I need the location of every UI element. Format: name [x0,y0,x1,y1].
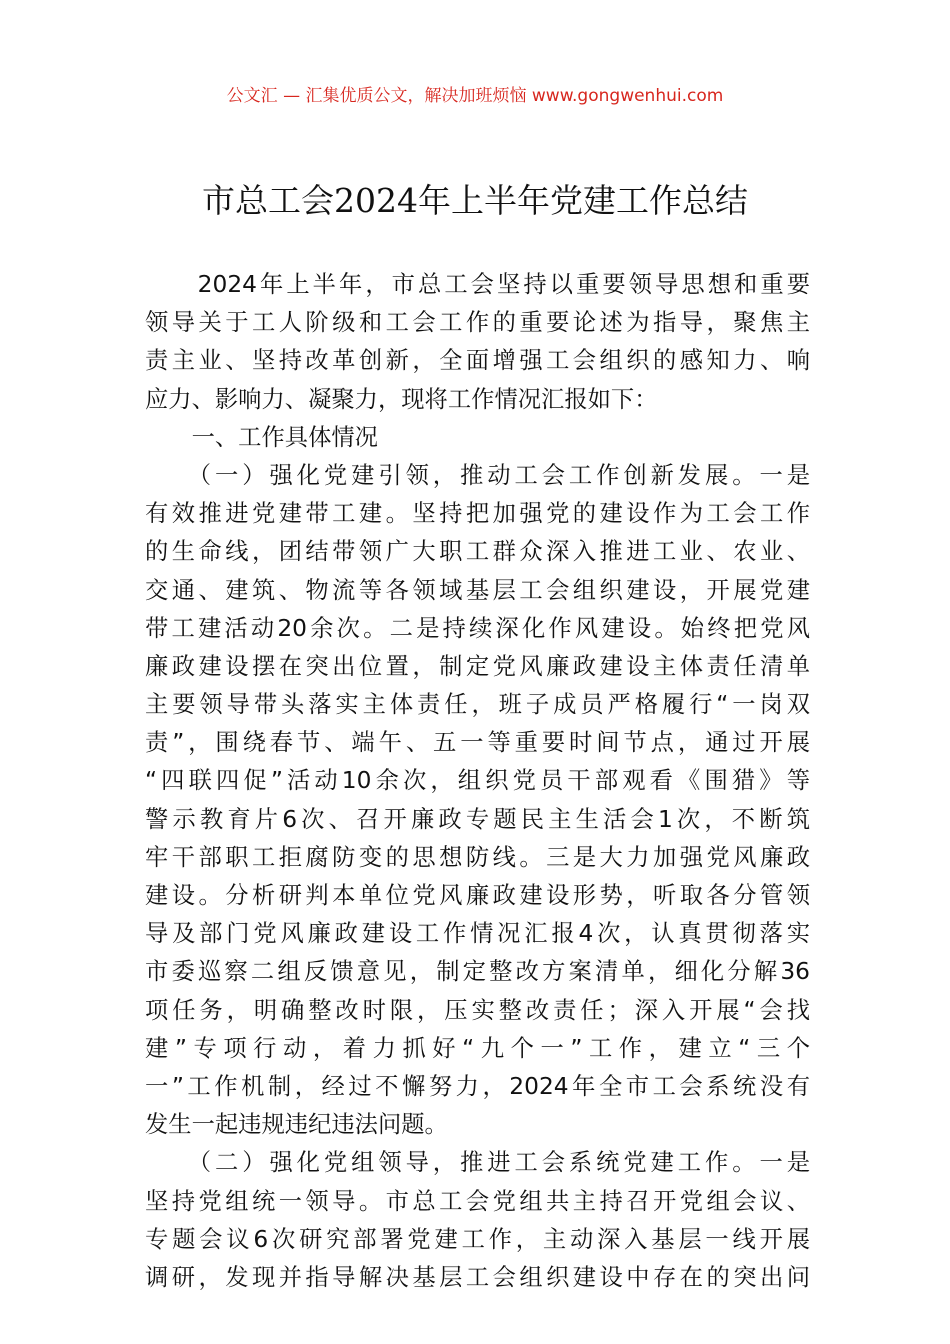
body-line: 带工建活动20余次。二是持续深化作风建设。始终把党风 [145,614,810,642]
body-line: 建”专项行动，着力抓好“九个一”工作，建立“三个 [145,1034,810,1062]
body-line: 责”，围绕春节、端午、五一等重要时间节点，通过开展 [145,729,810,757]
body-line: 廉政建设摆在突出位置，制定党风廉政建设主体责任清单 [145,652,810,680]
body-line: 警示教育片6次、召开廉政专题民主生活会1次，不断筑 [145,805,810,833]
body-line: 发生一起违规违纪违法问题。 [145,1111,448,1139]
body-line: 坚持党组统一领导。市总工会党组共主持召开党组会议、 [145,1187,810,1215]
body-line: （一）强化党建引领，推动工会工作创新发展。一是 [145,461,810,489]
document-body [145,266,810,1297]
body-line: 一”工作机制，经过不懈努力，2024年全市工会系统没有 [145,1072,810,1100]
body-line: 2024年上半年，市总工会坚持以重要领导思想和重要 [145,271,810,298]
body-line: 的生命线，团结带领广大职工群众深入推进工业、农业、 [145,538,810,566]
body-line: 领导关于工人阶级和工会工作的重要论述为指导，聚焦主 [145,309,810,337]
document-title: 市总工会2024年上半年党建工作总结 [202,181,748,220]
body-line: 项任务，明确整改时限，压实整改责任；深入开展“会找 [145,996,810,1024]
body-line: 调研，发现并指导解决基层工会组织建设中存在的突出问 [145,1263,810,1291]
body-line: 有效推进党建带工建。坚持把加强党的建设作为工会工作 [145,500,810,528]
body-line: （二）强化党组领导，推进工会系统党建工作。一是 [145,1149,810,1177]
body-line: 应力、影响力、凝聚力，现将工作情况汇报如下： [145,385,658,413]
body-line: 市委巡察二组反馈意见，制定整改方案清单，细化分解36 [145,958,810,986]
body-line: “四联四促”活动10余次，组织党员干部观看《围猎》等 [145,767,810,795]
body-line: 导及部门党风廉政建设工作情况汇报4次，认真贯彻落实 [145,920,810,948]
body-line: 主要领导带头落实主体责任，班子成员严格履行“一岗双 [145,691,810,719]
body-line: 牢干部职工拒腐防变的思想防线。三是大力加强党风廉政 [145,843,810,871]
header-banner: 公文汇 — 汇集优质公文，解决加班烦恼 www.gongwenhui.com [226,86,724,106]
body-line: 交通、建筑、物流等各领域基层工会组织建设，开展党建 [145,576,810,604]
body-line: 责主业、坚持改革创新，全面增强工会组织的感知力、响 [145,347,810,375]
body-line: 专题会议6次研究部署党建工作，主动深入基层一线开展 [145,1225,810,1253]
body-line: 建设。分析研判本单位党风廉政建设形势，听取各分管领 [145,882,810,909]
section-heading: 一、工作具体情况 [145,423,378,451]
